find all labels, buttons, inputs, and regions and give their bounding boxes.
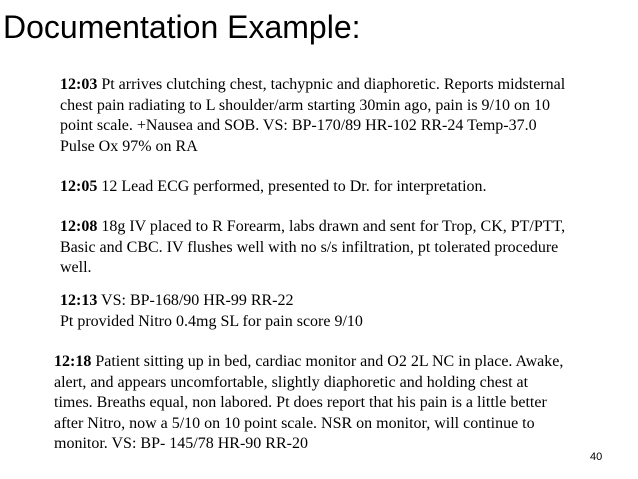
note-entry-1208 — [60, 217, 565, 279]
note-entry-1205 — [60, 177, 487, 198]
entry-text: Pt arrives clutching chest, tachypnic and diaphoretic. Reports midsternal chest pain radiating to L shoulder/arm starting 30min ago, pain is 9/10 on 10 point scale. +Nausea and SOB. VS: BP-170/89 HR-102 RR-24 Temp-37.0 Pulse Ox 97% on RA — [60, 76, 566, 155]
entry-time: 12:05 — [60, 178, 98, 195]
note-entry-1218 — [54, 352, 563, 455]
slide-title: Documentation Example: — [3, 9, 361, 45]
entry-time: 12:18 — [54, 353, 92, 370]
note-entry-1213 — [60, 291, 363, 332]
entry-text: Patient sitting up in bed, cardiac monitor and O2 2L NC in place. Awake, alert, and appears uncomfortable, slightly diaphoretic and holding chest at times. Breaths equal, non labored. Pt does report that his pain is a little better after Nitro, now a 5/10 on 10 point scale. NSR on monitor, will continue to monitor. VS: BP- 145/78 HR-90 RR-20 — [54, 353, 564, 453]
entry-text: 18g IV placed to R Forearm, labs drawn and sent for Trop, CK, PT/PTT, Basic and CBC. IV flushes well with no s/s infiltration, pt tolerated procedure well. — [60, 218, 566, 277]
entry-time: 12:13 — [60, 292, 98, 309]
page-number: 40 — [590, 451, 603, 463]
entry-text: 12 Lead ECG performed, presented to Dr. for interpretation. — [97, 178, 487, 195]
entry-text: VS: BP-168/90 HR-99 RR-22 Pt provided Nitro 0.4mg SL for pain score 9/10 — [60, 292, 363, 330]
entry-time: 12:08 — [60, 218, 98, 235]
note-entry-1203 — [60, 75, 565, 157]
entry-time: 12:03 — [60, 76, 98, 93]
